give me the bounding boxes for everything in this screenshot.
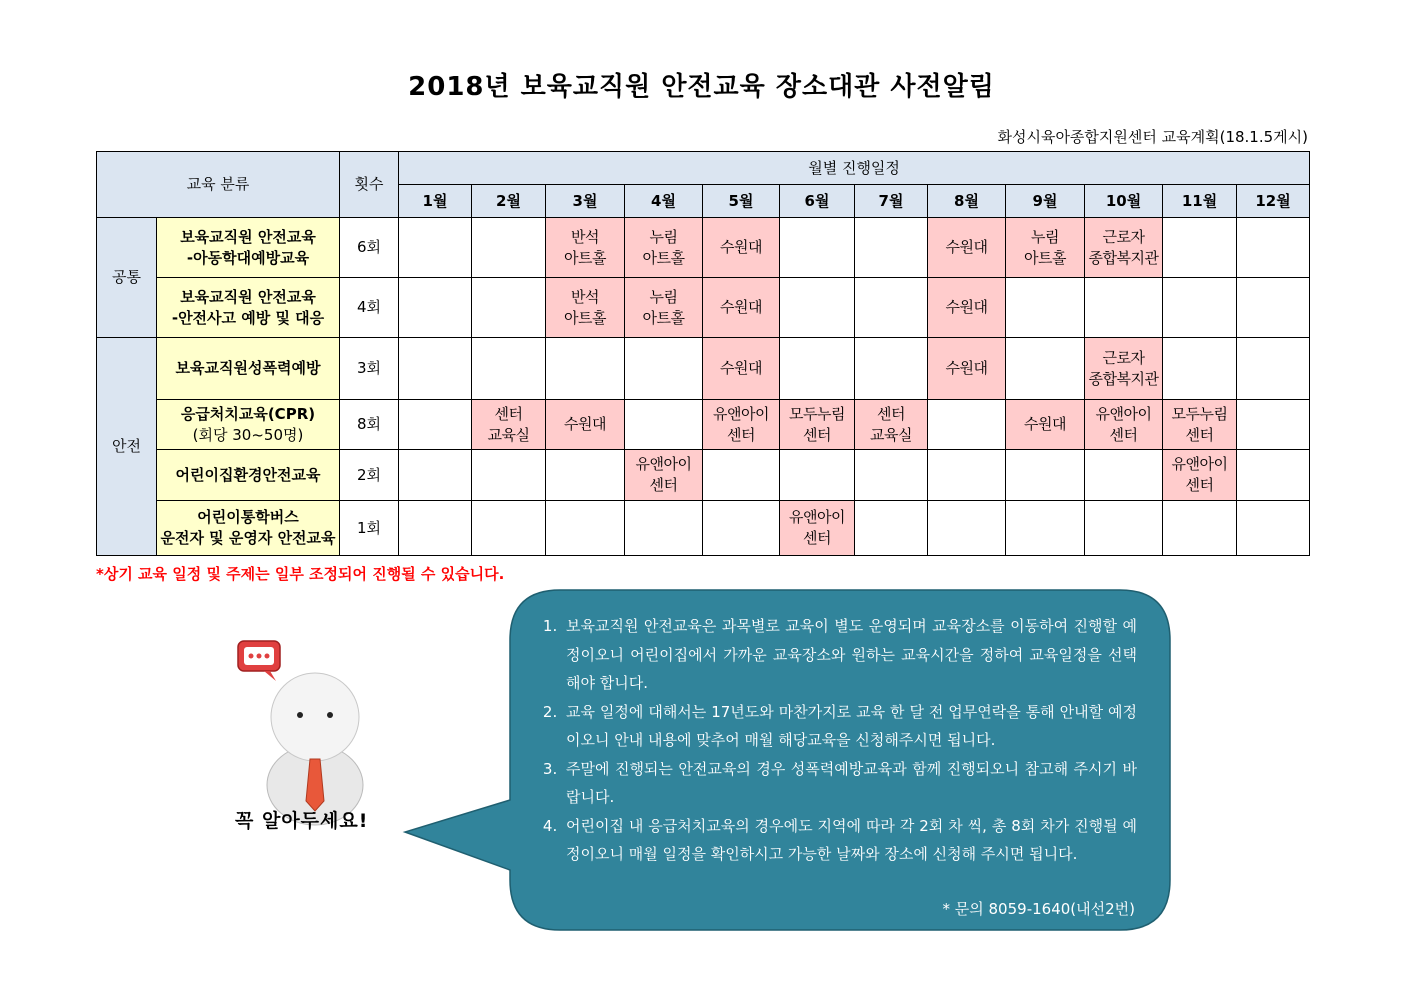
schedule-cell: 근로자 종합복지관 xyxy=(1085,338,1163,400)
category-subtitle: (회당 30~50명) xyxy=(192,425,304,444)
session-count: 1회 xyxy=(340,501,399,556)
month-header: 9월 xyxy=(1006,185,1085,218)
schedule-cell: 수원대 xyxy=(928,278,1006,338)
schedule-cell: 센터 교육실 xyxy=(472,400,546,450)
month-header: 11월 xyxy=(1163,185,1237,218)
month-header: 12월 xyxy=(1237,185,1310,218)
month-header: 5월 xyxy=(703,185,780,218)
month-header: 4월 xyxy=(625,185,703,218)
schedule-cell: 근로자 종합복지관 xyxy=(1085,218,1163,278)
schedule-cell: 누림 아트홀 xyxy=(625,278,703,338)
category-subtitle: 운전자 및 운영자 안전교육 xyxy=(160,529,336,547)
notice-list xyxy=(532,612,1137,869)
adjustment-note: *상기 교육 일정 및 주제는 일부 조정되어 진행될 수 있습니다. xyxy=(96,565,505,583)
schedule-cell: 모두누림 센터 xyxy=(780,400,855,450)
schedule-cell: 수원대 xyxy=(928,338,1006,400)
schedule-cell: 수원대 xyxy=(546,400,625,450)
page-title: 2018년 보육교직원 안전교육 장소대관 사전알림 xyxy=(408,72,995,102)
group-label: 공통 xyxy=(97,218,157,338)
mascot-illustration xyxy=(230,635,400,835)
mascot-caption: 꼭 알아두세요! xyxy=(235,810,369,832)
notice-item: 4. 어린이집 내 응급처치교육의 경우에도 지역에 따라 각 2회 차 씩, 총 8회 차가 진행될 예정이오니 매월 일정을 확인하시고 가능한 날짜와 장소에 신청해 주시면 됩니다. xyxy=(562,812,1137,869)
schedule-cell: 유앤아이 센터 xyxy=(1163,450,1237,501)
category-title: 어린이통학버스 xyxy=(197,508,299,526)
schedule-cell: 수원대 xyxy=(703,338,780,400)
schedule-cell: 반석 아트홀 xyxy=(546,218,625,278)
schedule-cell: 누림 아트홀 xyxy=(1006,218,1085,278)
notice-item: 2. 교육 일정에 대해서는 17년도와 마찬가지로 교육 한 달 전 업무연락을 통해 안내할 예정이오니 안내 내용에 맞추어 매월 해당교육을 신청해주시면 됩니다. xyxy=(562,698,1137,755)
schedule-cell: 유앤아이 센터 xyxy=(625,450,703,501)
session-count: 6회 xyxy=(340,218,399,278)
session-count: 3회 xyxy=(340,338,399,400)
schedule-cell: 수원대 xyxy=(703,278,780,338)
month-header: 7월 xyxy=(855,185,928,218)
session-count: 4회 xyxy=(340,278,399,338)
page-subtitle: 화성시육아종합지원센터 교육계획(18.1.5게시) xyxy=(997,128,1308,146)
schedule-cell: 유앤아이 센터 xyxy=(780,501,855,556)
category-subtitle: -아동학대예방교육 xyxy=(186,248,310,267)
contact-info: * 문의 8059-1640(내선2번) xyxy=(942,900,1135,918)
header-category: 교육 분류 xyxy=(97,152,340,218)
header-count: 횟수 xyxy=(340,152,399,218)
schedule-cell: 유앤아이 센터 xyxy=(1085,400,1163,450)
speech-bubble-icon xyxy=(238,641,280,681)
category-title: 보육교직원 안전교육 xyxy=(180,287,316,306)
notice-item: 3. 주말에 진행되는 안전교육의 경우 성폭력예방교육과 함께 진행되오니 참고해 주시기 바랍니다. xyxy=(562,755,1137,812)
schedule-cell: 센터 교육실 xyxy=(855,400,928,450)
session-count: 8회 xyxy=(340,400,399,450)
schedule-cell: 유앤아이 센터 xyxy=(703,400,780,450)
schedule-cell: 반석 아트홀 xyxy=(546,278,625,338)
group-label: 안전 xyxy=(97,338,157,556)
category-title: 보육교직원성폭력예방 xyxy=(175,359,321,377)
month-header: 8월 xyxy=(928,185,1006,218)
month-header: 3월 xyxy=(546,185,625,218)
schedule-cell: 수원대 xyxy=(703,218,780,278)
schedule-cell: 누림 아트홀 xyxy=(625,218,703,278)
schedule-cell: 수원대 xyxy=(1006,400,1085,450)
header-schedule: 월별 진행일정 xyxy=(399,152,1310,185)
month-header: 10월 xyxy=(1085,185,1163,218)
notice-item: 1. 보육교직원 안전교육은 과목별로 교육이 별도 운영되며 교육장소를 이동하여 진행할 예정이오니 어린이집에서 가까운 교육장소와 원하는 교육시간을 정하여 교육일정을 선택해야 합니다. xyxy=(562,612,1137,698)
schedule-cell: 모두누림 센터 xyxy=(1163,400,1237,450)
session-count: 2회 xyxy=(340,450,399,501)
month-header: 2월 xyxy=(472,185,546,218)
month-header: 6월 xyxy=(780,185,855,218)
category-subtitle: -안전사고 예방 및 대응 xyxy=(171,308,325,327)
category-title: 어린이집환경안전교육 xyxy=(175,465,321,484)
category-title: 응급처치교육(CPR) xyxy=(180,404,316,423)
month-header: 1월 xyxy=(399,185,472,218)
category-title: 보육교직원 안전교육 xyxy=(180,227,316,246)
schedule-cell: 수원대 xyxy=(928,218,1006,278)
